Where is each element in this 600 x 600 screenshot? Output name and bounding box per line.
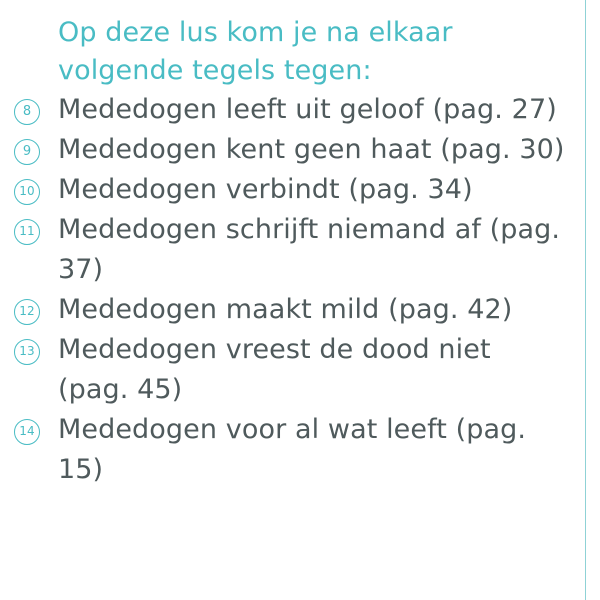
- list-item: [0, 130, 586, 170]
- list-item: [0, 210, 586, 290]
- intro-paragraph: Op deze lus kom je na elkaar volgende tegels tegen:: [58, 17, 453, 86]
- list-item: [0, 410, 586, 490]
- list-item-label: Mededogen schrijft niemand af (pag. 37): [58, 214, 561, 285]
- item-number-badge: 9: [14, 139, 40, 165]
- tile-list: [0, 90, 586, 490]
- list-item-label: Mededogen vreest de dood niet (pag. 45): [58, 334, 491, 405]
- item-number-badge: 10: [14, 179, 40, 205]
- item-number-badge: 13: [14, 339, 40, 365]
- item-number-badge: 14: [14, 419, 40, 445]
- item-number-badge: 12: [14, 299, 40, 325]
- list-item: [0, 170, 586, 210]
- item-number-badge: 8: [14, 99, 40, 125]
- list-item: [0, 90, 586, 130]
- list-item: [0, 290, 586, 330]
- list-item-label: Mededogen verbindt (pag. 34): [58, 174, 473, 205]
- item-number-badge: 11: [14, 219, 40, 245]
- list-item-label: Mededogen kent geen haat (pag. 30): [58, 134, 565, 165]
- list-item-label: Mededogen voor al wat leeft (pag. 15): [58, 414, 527, 485]
- list-item-label: Mededogen leeft uit geloof (pag. 27): [58, 94, 557, 125]
- list-item-label: Mededogen maakt mild (pag. 42): [58, 294, 513, 325]
- list-item: [0, 330, 586, 410]
